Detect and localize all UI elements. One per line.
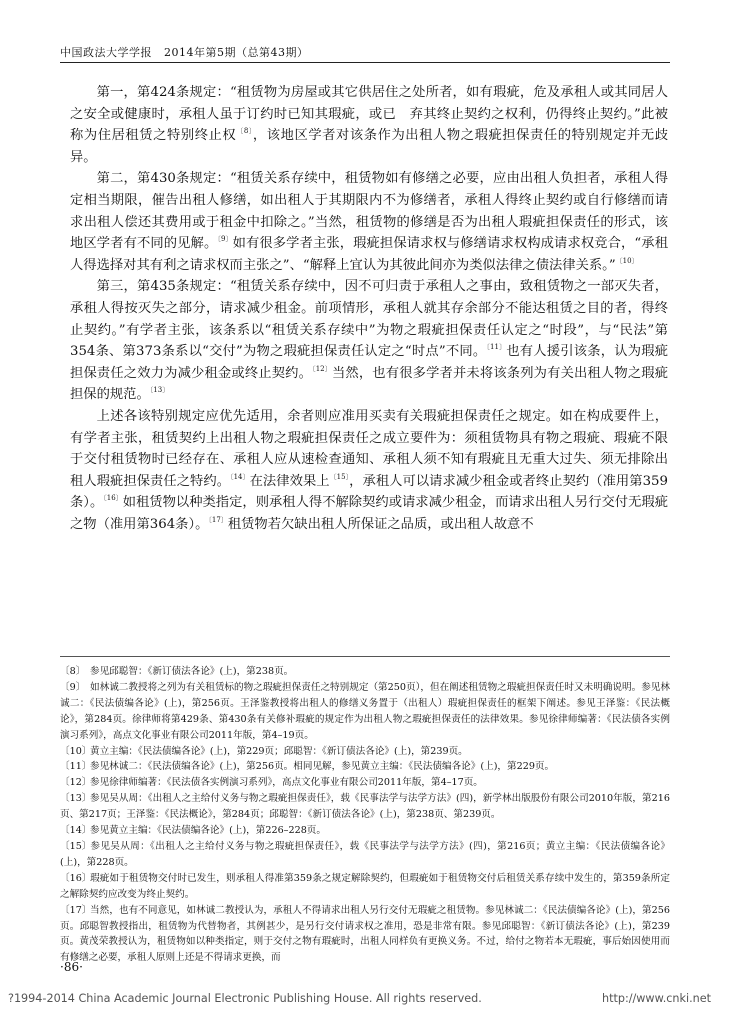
footnote-13: 〔13〕参见吴从周：《出租人之主给付义务与物之瑕疵担保责任》，载《民事法学与法学方法》(四)，新学林出版股份有限公司2010年版，第216页、第217页；王泽鉴：《民法概论》，第284页；邱聪智：《新订债法各论》(上)，第238页、第239页。: [60, 793, 670, 821]
footnote-ref-9: 〔9〕: [217, 235, 233, 244]
footnote-10: 〔10〕黄立主编：《民法债编各论》(上)，第229页；邱聪智：《新订债法各论》(上)，第239页。: [60, 745, 468, 757]
footnote-ref-8: 〔8〕: [236, 127, 253, 136]
footnote-ref-11: 〔11〕: [486, 343, 507, 352]
paragraph-3: 第三，第435条规定：“租赁关系存续中，因不可归责于承租人之事由，致租赁物之一部灭失者，承租人得按灭失之部分，请求减少租金。前项情形，承租人就其存余部分不能达租赁之目的者，得终止契约。”有学者主张，该条系以“租赁关系存续中”为物之瑕疵担保责任认定之“时段”，与“民法”第354条、第373条系以“交付”为物之瑕疵担保责任认定之“时点”不同。$^{〔11〕}$也有人援引该条，认为瑕疵担保责任之效力为减少租金或终止契约。$^{〔12〕}$当然，也有很多学者并未将该条列为有关出租人物之瑕疵担保的规范。$^{〔13〕}$: [70, 279, 669, 403]
issue-info: 2014年第5期（总第43期）: [164, 46, 309, 59]
footnote-ref-16: 〔16〕: [103, 494, 123, 503]
footnote-11: 〔11〕参见林诚二：《民法债编各论》(上)，第256页。相同见解，参见黄立主编：《民法债编各论》(上)，第229页。: [60, 761, 555, 773]
footnote-14: 〔14〕参见黄立主编：《民法债编各论》(上)，第226–228页。: [60, 825, 326, 837]
footnotes: [60, 664, 670, 966]
journal-name: 中国政法大学学报: [60, 46, 152, 59]
footnote-17: 〔17〕当然，也有不同意见，如林诚二教授认为，承租人不得请求出租人另行交付无瑕疵之租赁物。参见林诚二：《民法债编各论》(上)，第256页。邱聪智教授指出，租赁物为代替物者，其例甚少，是另行交付请求权之准用，恐是非常有限。参见邱聪智：《新订债法各论》(上)，第239页。黄茂荣教授认为，租赁物如以种类指定，则于交付之物有瑕疵时，出租人同样负有更换义务。不过，给付之物若本无瑕疵，事后始因使用而有修缮之必要，承租人原则上还是不得请求更换，而: [60, 904, 670, 964]
footnote-15: 〔15〕参见吴从周：《出租人之主给付义务与物之瑕疵担保责任》，载《民事法学与法学方法》(四)，第216页；黄立主编：《民法债编各论》(上)，第228页。: [60, 840, 670, 868]
footnote-ref-13: 〔13〕: [149, 386, 170, 395]
cnki-link[interactable]: http://www.cnki.net: [602, 992, 711, 1005]
main-text: [70, 82, 668, 535]
footnote-ref-14: 〔14〕: [230, 472, 250, 481]
page-number: ·86·: [60, 960, 83, 974]
paragraph-4: 上述各该特别规定应优先适用，余者则应准用买卖有关瑕疵担保责任之规定。如在构成要件上，有学者主张，租赁契约上出租人物之瑕疵担保责任之成立要件为：须租赁物具有物之瑕疵、瑕疵不限于交付租赁物时已经存在、承租人应从速检查通知、承租人须不知有瑕疵且无重大过失、须无排除出租人瑕疵担保责任之特约。$^{〔14〕}$在法律效果上$^{〔15〕}$，承租人可以请求减少租金或者终止契约（准用第359条）。$^{〔16〕}$如租赁物以种类指定，则承租人得不解除契约或请求减少租金，而请求出租人另行交付无瑕疵之物（准用第364条）。$^{〔17〕}$租赁物若欠缺出租人所保证之品质，或出租人故意不: [70, 408, 668, 532]
header-rule: [60, 62, 670, 63]
footnote-12: 〔12〕参见徐律师编著：《民法债各实例演习系列》，高点文化事业有限公司2011年版，第4–17页。: [60, 777, 483, 789]
footnote-ref-17: 〔17〕: [208, 515, 228, 524]
footnote-ref-12: 〔12〕: [312, 364, 332, 373]
footnote-ref-10: 〔10〕: [615, 256, 639, 265]
footnote-8: 〔8〕 参见邱聪智：《新订债法各论》(上)，第238页。: [60, 666, 294, 677]
paragraph-2: 第二，第430条规定：“租赁关系存续中，租赁物如有修缮之必要，应由出租人负担者，承租人得定相当期限，催告出租人修缮，如出租人于其期限内不为修缮者，承租人得终止契约或自行修缮而请求出租人偿还其费用或于租金中扣除之。”当然，租赁物的修缮是否为出租人瑕疵担保责任的形式，该地区学者有不同的见解。$^{〔9〕}$如有很多学者主张，瑕疵担保请求权与修缮请求权构成请求权竞合，“承租人得选择对其有利之请求权而主张之”、“解释上宜认为其彼此间亦为类似法律之债法律关系。”$^{〔10〕}$: [70, 171, 668, 273]
footnote-9: 〔9〕 如林诚二教授将之列为有关租赁标的物之瑕疵担保责任之特别规定（第250页），但在阐述租赁物之瑕疵担保责任时又未明确说明。参见林诚二：《民法债编各论》(上)，第256页。王泽鉴教授将出租人的修缮义务置于（出租人）瑕疵担保责任的框架下阐述。参见王泽鉴：《民法概论》，第284页。徐律师将第429条、第430条有关修补瑕疵的规定作为出租人物之瑕疵担保责任的法律效果。参见徐律师编著：《民法债各实例演习系列》，高点文化事业有限公司2011年版，第4–19页。: [60, 681, 670, 741]
running-header: [60, 44, 670, 60]
footnote-rule: [60, 656, 670, 657]
footnote-16: 〔16〕瑕疵如于租赁物交付时已发生，则承租人得准第359条之规定解除契约，但瑕疵如于租赁物交付后租赁关系存续中发生的，第359条所定之解除契约应改变为终止契约。: [60, 872, 670, 900]
paragraph-1: 第一，第424条规定：“租赁物为房屋或其它供居住之处所者，如有瑕疵，危及承租人或其同居人之安全或健康时，承租人虽于订约时已知其瑕疵，或已 弃其终止契约之权利，仍得终止契约。”此被称为住居租赁之特别终止权$^{〔8〕}$，该地区学者对该条作为出租人物之瑕疵担保责任的特别规定并无歧异。: [70, 85, 669, 165]
footnote-ref-15: 〔15〕: [329, 472, 350, 481]
copyright-notice: ?1994-2014 China Academic Journal Electronic Publishing House. All rights reserved.: [8, 992, 482, 1005]
